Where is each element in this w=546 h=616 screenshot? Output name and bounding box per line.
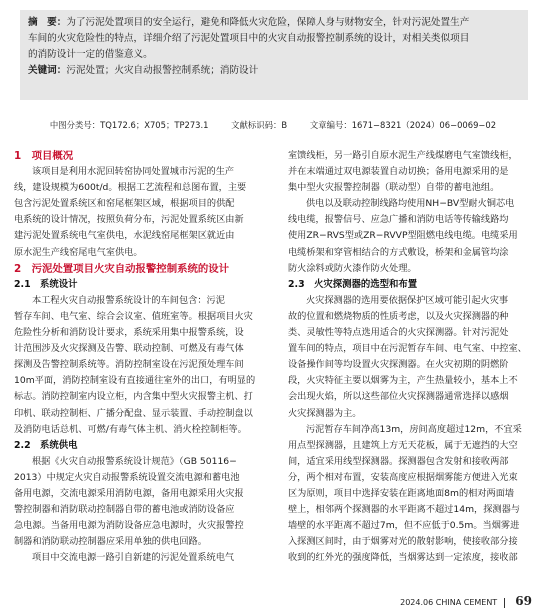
- body-text-line: 本工程火灾自动报警系统设计的车间包含：污泥: [32, 294, 225, 306]
- body-text-line: 暂存车间、电气室、综合会议室、值班室等。根据项目火灾: [14, 310, 253, 322]
- body-text-line: 项目中交流电源一路引自新建的污泥处置系统电气: [32, 552, 235, 564]
- body-text-line: 探测及告警控制系统等。消防控制室设在污泥预处理车间: [14, 359, 244, 371]
- body-text-line: 线电缆，报警信号、应急广播和消防电话等传输线路均: [288, 214, 509, 226]
- abstract-line: 车间的火灾危险性的特点，详细介绍了污泥处置项目中的火灾自动报警控制系统的设计，对相关类似项目: [28, 33, 470, 44]
- body-text-line: 电系统的设计情况，按照负荷分布，污泥处置系统区由新: [14, 214, 244, 226]
- body-text-line: 急电源。当备用电源为消防设备应急电源时，火灾报警控: [14, 520, 244, 532]
- subsection-heading: 2.3 火灾探测器的选型和布置: [288, 278, 418, 290]
- body-text-line: 防火涂料或防火漆作防火处理。: [288, 262, 417, 274]
- body-text-line: 使用ZR−RVS型或ZR−RVVP型阻燃电线电缆。电缆采用: [288, 230, 518, 242]
- abstract-box: [20, 10, 528, 100]
- abstract-line: 的消防设计一定的借鉴意义。: [28, 49, 153, 60]
- body-text-line: 建污泥处置系统电气室供电，水泥线窑尾框架区就近由: [14, 230, 235, 242]
- keywords-text: 污泥处置；火灾自动报警控制系统；消防设计: [66, 65, 259, 76]
- body-text-line: 墙壁的水平距离不超过7m，但不应低于0.5m。当烟雾进: [288, 520, 520, 532]
- body-text-line: 计范围涉及火灾探测及告警、联动控制、可燃及有毒气体: [14, 343, 244, 355]
- body-text-line: 段，火灾特征主要以烟雾为主，产生热量较小，基本上不: [288, 375, 518, 387]
- body-text-line: 入探测区间时，由于烟雾对光的散射影响，使接收部分接: [288, 536, 518, 548]
- body-text-line: 及消防电话总机、可燃/有毒气体主机、消火栓控制柜等。: [14, 423, 247, 435]
- body-text-line: 收到的红外光的强度降低，当烟雾达到一定浓度，接收部: [288, 552, 518, 564]
- body-text-line: 供电以及联动控制线路均使用NH−BV型耐火铜芯电: [306, 198, 515, 210]
- body-text-line: 警控制器和消防联动控制器自带的蓄电池或消防设备应: [14, 504, 235, 516]
- section-heading: 1 项目概况: [14, 150, 74, 162]
- issue-date: 2024.06: [400, 598, 434, 607]
- body-text-line: 污泥暂存车间净高13m，房间高度超过12m，不宜采: [306, 423, 522, 435]
- page-number: 69: [515, 594, 532, 608]
- body-text-line: 线，建设规模为600t/d。根据工艺流程和总图布置，主要: [14, 182, 247, 194]
- left-column: [14, 148, 270, 566]
- body-text-line: 置车间的特点，项目中在污泥暂存车间、电气室、中控室、: [288, 343, 527, 355]
- body-text-line: 间，适宜采用线型探测器。探测器包含发射和接收两部: [288, 455, 509, 467]
- body-text-line: 制器和消防联动控制器应采用单独的供电回路。: [14, 536, 207, 548]
- body-text-line: 类、灵敏性等特点选用适合的火灾探测器。针对污泥处: [288, 327, 509, 339]
- page-footer: [400, 594, 532, 608]
- document-code: 文献标识码：B: [231, 120, 288, 130]
- body-text-line: 根据《火灾自动报警系统设计规范》（GB 50116−: [32, 455, 237, 467]
- body-text-line: 故的位置和燃烧物质的性质考虑，以及火灾探测器的种: [288, 310, 509, 322]
- body-text-line: 标志。消防控制室内设立柜，内含集中型火灾报警主机、打: [14, 391, 253, 403]
- abstract-line: 摘 要：为了污泥处置项目的安全运行，避免和降低火灾危险，保障人身与财物安全，针对污泥处置生产: [28, 17, 470, 28]
- footer-divider: [504, 598, 505, 608]
- clc-number: 中图分类号：TQ172.6；X705；TP273.1: [49, 120, 209, 130]
- article-number: 文章编号：1671−8321（2024）06−0069−02: [309, 120, 497, 130]
- body-text-line: 室馈线柜，另一路引自原水泥生产线煤磨电气室馈线柜，: [288, 150, 518, 161]
- section-heading: 2 污泥处置项目火灾自动报警控制系统的设计: [14, 262, 230, 275]
- body-text-line: 10m平面，消防控制室设有直接通往室外的出口，有明显的: [14, 375, 256, 387]
- subsection-heading: 2.2 系统供电: [14, 439, 78, 451]
- body-text-line: 分，两个相对布置，安装高度应根据烟雾能方便进入光束: [288, 471, 518, 483]
- keywords-line: 关键词：污泥处置；火灾自动报警控制系统；消防设计: [28, 65, 259, 76]
- body-text-line: 电缆桥架和穿管相结合的方式敷设，桥架和金属管均涂: [288, 246, 509, 258]
- body-text-line: 火灾探测器为主。: [288, 407, 362, 419]
- body-text-line: 壁上，相邻两个探测器的水平距离不超过14m，探测器与: [288, 504, 520, 516]
- article-meta: [0, 119, 546, 131]
- body-text-line: 该项目是利用水泥回转窑协同处置城市污泥的生产: [32, 166, 235, 178]
- subsection-heading: 2.1 系统设计: [14, 278, 78, 290]
- body-text-line: 火灾探测器的选用要依据保护区域可能引起火灾事: [306, 294, 509, 306]
- keywords-label: 关键词: [28, 65, 57, 76]
- journal-name: CHINA CEMENT: [435, 598, 498, 607]
- right-column: [288, 148, 544, 566]
- abstract-label: 摘 要: [28, 17, 57, 28]
- body-text-line: 危险性分析和消防设计要求，系统采用集中报警系统，设: [14, 327, 244, 339]
- body-text-line: 用点型探测器，且建筑上方无天花板，属于无遮挡的大空: [288, 439, 518, 451]
- body-text-line: 包含污泥处置系统区和窑尾框架区域，根据项目的供配: [14, 198, 235, 210]
- body-text-line: 会出现火焰，所以这些部位火灾探测器通常选择以感烟: [288, 391, 509, 403]
- body-text-line: 区为原则，项目中选择安装在距离地面8m的相对两面墙: [288, 487, 515, 499]
- body-text-line: 并在末端通过双电源装置自动切换；备用电源采用的是: [288, 166, 509, 178]
- body-text-line: 原水泥生产线窑尾电气室供电。: [14, 246, 143, 258]
- body-text-line: 2013）中规定火灾自动报警系统设置交流电源和蓄电池: [14, 471, 240, 483]
- body-text-line: 印机、联动控制柜、广播分配盘、显示装置、手动控制盘以: [14, 407, 253, 419]
- body-text-line: 备用电源，交流电源采用消防电源，备用电源采用火灾报: [14, 487, 244, 499]
- body-text-line: 集中型火灾报警控制器（联动型）自带的蓄电池组。: [288, 182, 500, 194]
- body-text-line: 设备操作间等均设置火灾探测器。在火灾初期的阴燃阶: [288, 359, 509, 371]
